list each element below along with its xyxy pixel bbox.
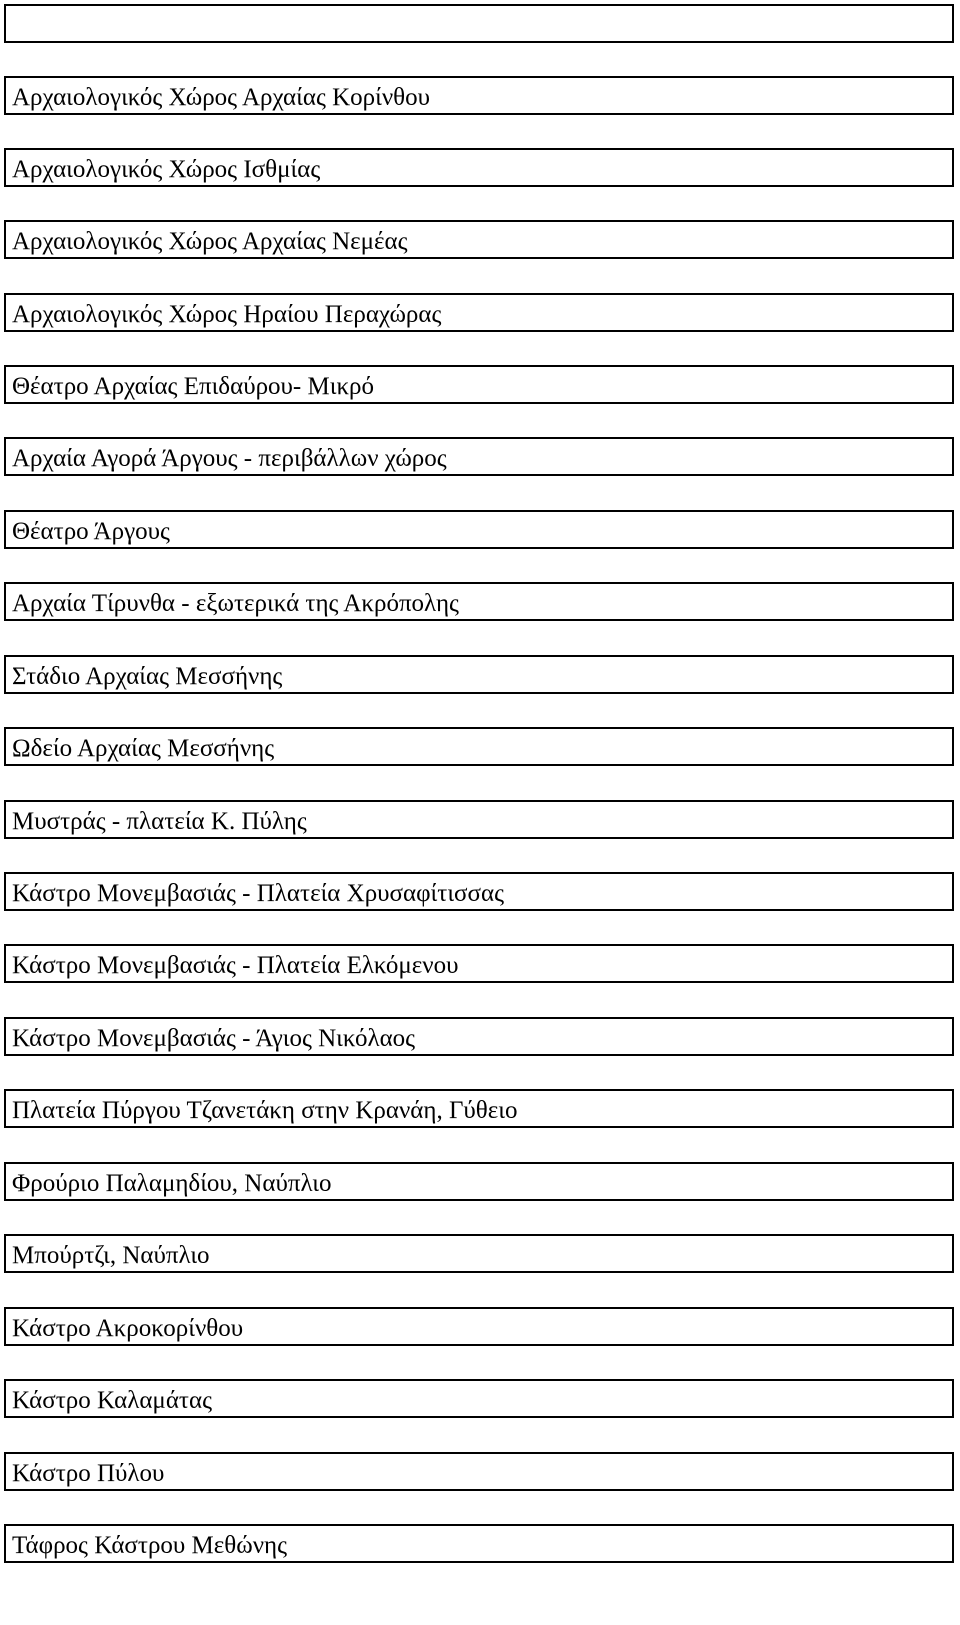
list-item-text: Τάφρος Κάστρου Μεθώνης xyxy=(12,1531,287,1559)
list-item xyxy=(4,727,954,766)
list-item-text: Αρχαία Τίρυνθα - εξωτερικά της Ακρόπολης xyxy=(12,589,459,617)
list-item xyxy=(4,655,954,694)
list-item-text: Αρχαία Αγορά Άργους - περιβάλλων χώρος xyxy=(12,444,447,472)
list-item xyxy=(4,76,954,115)
list-item xyxy=(4,582,954,621)
list-item xyxy=(4,293,954,332)
list-item xyxy=(4,437,954,476)
list-item-text: Αρχαιολογικός Χώρος Αρχαίας Κορίνθου xyxy=(12,83,431,111)
list-item xyxy=(4,800,954,839)
list-item-text: Αρχαιολογικός Χώρος Ισθμίας xyxy=(12,155,321,183)
list-item xyxy=(4,872,954,911)
list-item-text: Θέατρο Αρχαίας Επιδαύρου- Μικρό xyxy=(12,372,375,400)
list-item xyxy=(4,1234,954,1273)
empty-header-cell xyxy=(4,4,954,43)
list-item-text: Κάστρο Μονεμβασιάς - Άγιος Νικόλαος xyxy=(12,1024,416,1052)
list-item xyxy=(4,1379,954,1418)
list-item-text: Ωδείο Αρχαίας Μεσσήνης xyxy=(12,734,275,762)
list-item-text: Φρούριο Παλαμηδίου, Ναύπλιο xyxy=(12,1169,332,1197)
list-item xyxy=(4,1162,954,1201)
list-item-text: Αρχαιολογικός Χώρος Ηραίου Περαχώρας xyxy=(12,300,442,328)
list-item-text: Μυστράς - πλατεία Κ. Πύλης xyxy=(12,807,307,835)
list-item-text: Κάστρο Μονεμβασιάς - Πλατεία Ελκόμενου xyxy=(12,951,459,979)
list-item-text: Κάστρο Καλαμάτας xyxy=(12,1386,212,1414)
list-item xyxy=(4,365,954,404)
list-item-text: Κάστρο Μονεμβασιάς - Πλατεία Χρυσαφίτισσας xyxy=(12,879,505,907)
list-item xyxy=(4,1017,954,1056)
list-item-text: Κάστρο Πύλου xyxy=(12,1459,165,1487)
list-item-text: Θέατρο Άργους xyxy=(12,517,170,545)
list-item xyxy=(4,1307,954,1346)
list-item xyxy=(4,148,954,187)
list-item xyxy=(4,1524,954,1563)
list-item xyxy=(4,944,954,983)
list-item xyxy=(4,1089,954,1128)
list-item-text: Αρχαιολογικός Χώρος Αρχαίας Νεμέας xyxy=(12,227,408,255)
list-item-text: Πλατεία Πύργου Τζανετάκη στην Κρανάη, Γύθειο xyxy=(12,1096,518,1124)
list-item-text: Μπούρτζι, Ναύπλιο xyxy=(12,1241,210,1269)
list-item-text: Κάστρο Ακροκορίνθου xyxy=(12,1314,244,1342)
list-item xyxy=(4,1452,954,1491)
list-item xyxy=(4,510,954,549)
list-item-text: Στάδιο Αρχαίας Μεσσήνης xyxy=(12,662,283,690)
list-item xyxy=(4,220,954,259)
